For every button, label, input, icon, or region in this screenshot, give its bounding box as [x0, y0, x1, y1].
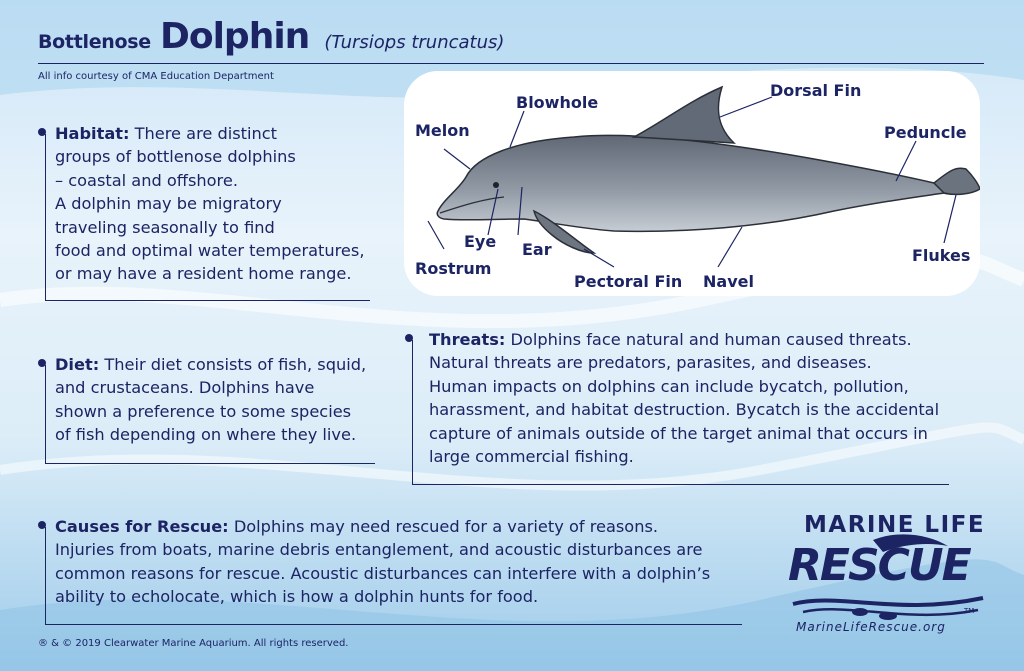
dolphin-dorsal-fin [634, 87, 734, 143]
marine-life-rescue-logo [788, 512, 988, 640]
threats-rule-horizontal [412, 484, 949, 485]
habitat-heading: Habitat: [55, 124, 130, 143]
credit-line: All info courtesy of CMA Education Department [38, 71, 274, 82]
rescue-text-line: Dolphins may need rescued for a variety of reasons. [233, 517, 659, 536]
label-ear: Ear [522, 240, 552, 259]
rescue-text-line: common reasons for rescue. Acoustic disturbances can interfere with a dolphin’s [55, 563, 711, 583]
threats-text-line: harassment, and habitat destruction. Bycatch is the accidental [429, 400, 940, 420]
rescue-rule-horizontal [45, 624, 742, 625]
label-blowhole: Blowhole [516, 93, 599, 112]
threats-text-line: large commercial fishing. [429, 447, 634, 467]
habitat-rule-horizontal [45, 300, 370, 301]
diet-section [38, 353, 398, 465]
threats-section [405, 328, 965, 488]
logo-trademark: TM [964, 607, 975, 615]
diet-text-line: and crustaceans. Dolphins have [55, 378, 315, 398]
rescue-section [38, 515, 768, 627]
dolphin-diagram-card [404, 71, 980, 296]
label-rostrum: Rostrum [415, 259, 492, 278]
habitat-text-line: There are distinct [134, 124, 278, 143]
title-common-name: Bottlenose [38, 31, 151, 53]
label-melon: Melon [415, 121, 470, 140]
label-navel: Navel [703, 272, 754, 291]
label-dorsal-fin: Dorsal Fin [770, 81, 862, 100]
rescue-text-line: Injuries from boats, marine debris entanglement, and acoustic disturbances are [55, 540, 703, 560]
logo-line1: MARINE LIFE [804, 512, 986, 538]
habitat-text-line: food and optimal water temperatures, [55, 241, 365, 261]
label-pectoral-fin: Pectoral Fin [574, 272, 683, 291]
threats-heading: Threats: [429, 330, 506, 349]
threats-text-line: Natural threats are predators, parasites, and diseases. [429, 353, 872, 373]
habitat-text-line: traveling seasonally to find [55, 217, 275, 237]
diet-text-line: shown a preference to some species [55, 401, 352, 421]
threats-rule-vertical [412, 340, 413, 485]
diet-text-line: Their diet consists of fish, squid, [104, 355, 367, 374]
diet-rule-vertical [45, 365, 46, 464]
label-eye: Eye [464, 232, 497, 251]
habitat-text-line: – coastal and offshore. [55, 170, 238, 190]
logo-line2: RESCUE [788, 540, 970, 591]
rescue-rule-vertical [45, 527, 46, 625]
label-peduncle: Peduncle [884, 123, 967, 142]
dolphin-body [437, 135, 974, 231]
label-flukes: Flukes [912, 246, 971, 265]
threats-text-line: capture of animals outside of the target animal that occurs in [429, 423, 928, 443]
diet-text-line: of fish depending on where they live. [55, 425, 357, 445]
diet-heading: Diet: [55, 355, 100, 374]
diet-rule-horizontal [45, 463, 375, 464]
rescue-text-line: ability to echolocate, which is how a dolphin hunts for food. [55, 587, 539, 607]
dolphin-eye [493, 182, 499, 188]
habitat-text-line: groups of bottlenose dolphins [55, 147, 296, 167]
copyright-notice: ® & © 2019 Clearwater Marine Aquarium. All rights reserved. [38, 638, 349, 649]
habitat-section [38, 122, 398, 302]
habitat-rule-vertical [45, 134, 46, 301]
title-scientific-name: (Tursiops truncatus) [324, 32, 505, 53]
habitat-text-line: or may have a resident home range. [55, 264, 352, 284]
logo-url: MarineLifeRescue.org [796, 620, 946, 634]
title-name: Dolphin [159, 16, 310, 57]
threats-text-line: Dolphins face natural and human caused threats. [510, 330, 912, 349]
rescue-heading: Causes for Rescue: [55, 517, 229, 536]
dolphin-flukes [934, 168, 980, 194]
page-title [38, 16, 504, 57]
title-divider [38, 63, 984, 64]
habitat-text-line: A dolphin may be migratory [55, 194, 282, 214]
threats-text-line: Human impacts on dolphins can include bycatch, pollution, [429, 376, 909, 396]
